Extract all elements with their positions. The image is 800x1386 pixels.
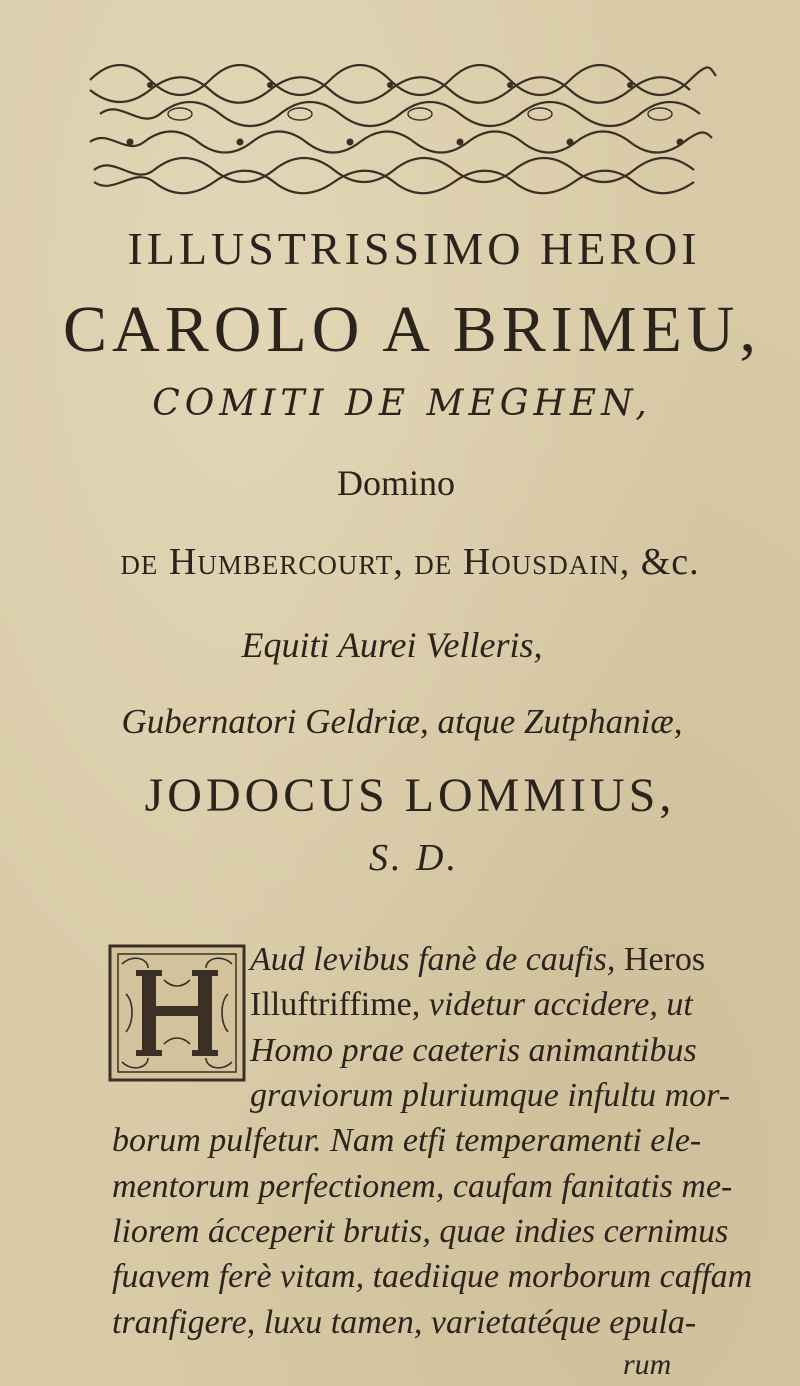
body-text: videtur accidere, ut [420,986,693,1023]
humbercourt-initial: H [168,541,198,583]
humbercourt-rest: UMBERCOURT [197,550,394,580]
dedication-line-9: S. D. [369,837,459,879]
dedication-line-1: ILLUSTRISSIMO HEROI [127,223,701,274]
initial-h-ornament-icon [108,944,246,1082]
ornamental-headpiece [80,58,720,198]
dedication-line-6: Equiti Aurei Velleris, [241,625,543,665]
headpiece-ornament-icon [80,58,720,198]
body-text: Aud levibus fanè de caufis, [250,941,616,978]
ornamental-initial [108,944,246,1082]
dedication-line-4: Domino [336,463,455,503]
body-text: Illuftriffime, [250,986,421,1023]
body-line-5: borum pulfetur. Nam etfi temperamenti ele- [112,1122,702,1159]
separator-comma: , [393,541,404,583]
dedication-line-3: COMITI DE MEGHEN, [152,383,652,424]
body-line-8: fuavem ferè vitam, taediique morborum caffam [112,1258,753,1295]
body-line-4: graviorum pluriumque infultu mor- [250,1077,731,1114]
dedication-line-7: Gubernatori Geldriæ, atque Zutphaniæ, [121,702,683,741]
de-word-2: DE [414,550,453,580]
body-line-7: liorem ácceperit brutis, quae indies cernimus [112,1213,729,1250]
body-line-3: Homo prae caeteris animantibus [250,1032,697,1069]
body-line-9: tranfigere, luxu tamen, varietatéque epula- [112,1304,697,1341]
housdain-rest: OUSDAIN [491,550,620,580]
dedication-line-2: CAROLO A BRIMEU, [63,293,761,366]
etcetera: , &c. [619,541,700,583]
catchword: rum [623,1348,672,1381]
body-line-2 [250,988,693,1022]
dedication-line-5 [10,540,800,584]
de-word-1: DE [120,550,159,580]
body-line-6: mentorum perfectionem, caufam fanitatis me- [112,1168,733,1205]
body-line-1 [250,943,705,977]
body-text: Heros [615,941,706,978]
housdain-initial: H [462,541,492,583]
dedication-line-8: JODOCUS LOMMIUS, [144,769,676,822]
